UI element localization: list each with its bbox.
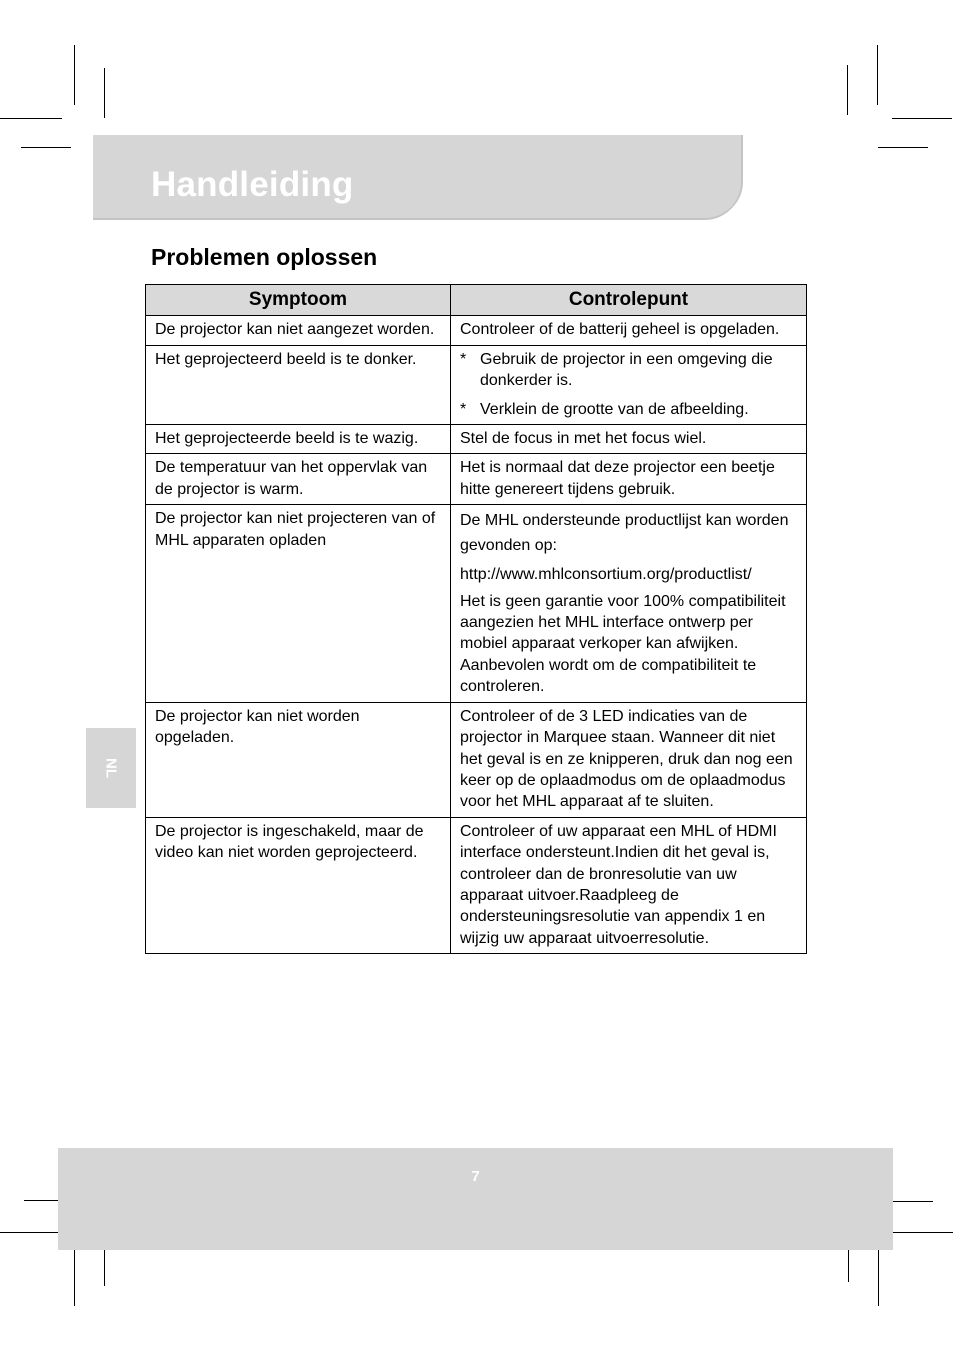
- table-row: [146, 817, 807, 953]
- crop-mark: [74, 1246, 75, 1306]
- table-header-row: [146, 285, 807, 316]
- crop-mark: [877, 45, 878, 105]
- column-header-symptom: Symptoom: [146, 285, 451, 316]
- checkpoint-text: De MHL ondersteunde productlijst kan worden gevonden op:: [460, 512, 789, 555]
- checkpoint-text: Het is geen garantie voor 100% compatibiliteit aangezien het MHL interface ontwerp per mobiel apparaat verkoper kan afwijken. Aanbevolen wordt om de compatibiliteit te controleren.: [460, 592, 786, 696]
- bullet-item: [460, 349, 797, 392]
- column-header-checkpoint: Controlepunt: [451, 285, 807, 316]
- symptom-cell: De temperatuur van het oppervlak van de projector is warm.: [146, 454, 451, 505]
- crop-mark: [74, 45, 75, 105]
- table-row: [146, 316, 807, 345]
- page-title: Handleiding: [151, 165, 354, 204]
- table-row: [146, 505, 807, 702]
- checkpoint-text: Stel de focus in met het focus wiel.: [460, 430, 707, 448]
- crop-mark: [0, 1232, 60, 1233]
- bullet-text: Verklein de grootte van de afbeelding.: [480, 400, 749, 418]
- checkpoint-cell: [451, 345, 807, 424]
- checkpoint-cell: [451, 425, 807, 454]
- crop-mark: [878, 147, 928, 148]
- checkpoint-cell: [451, 454, 807, 505]
- header-band: [93, 135, 741, 218]
- bullet-text: Gebruik de projector in een omgeving die donkerder is.: [480, 350, 773, 390]
- checkpoint-cell: [451, 505, 807, 702]
- crop-mark: [878, 1246, 879, 1306]
- symptom-cell: Het geprojecteerde beeld is te wazig.: [146, 425, 451, 454]
- crop-mark: [21, 147, 71, 148]
- crop-mark: [104, 68, 105, 118]
- language-label: NL: [102, 758, 120, 778]
- crop-mark: [847, 65, 848, 115]
- footer-band: [58, 1148, 893, 1250]
- checkpoint-cell: [451, 702, 807, 817]
- symptom-cell: De projector is ingeschakeld, maar de video kan niet worden geprojecteerd.: [146, 817, 451, 953]
- checkpoint-cell: [451, 817, 807, 953]
- page-number: 7: [471, 1168, 480, 1185]
- checkpoint-text: Controleer of uw apparaat een MHL of HDMI interface ondersteunt.Indien dit het geval is, controleer dan de bronresolutie van uw apparaat uitvoer.Raadpleeg de ondersteuningsresolutie van appendix 1 en wijzig uw apparaat uitvoerresolutie.: [460, 822, 777, 947]
- table-row: [146, 702, 807, 817]
- checkpoint-text: Controleer of de batterij geheel is opgeladen.: [460, 321, 780, 339]
- bullet-marker: *: [460, 350, 467, 368]
- bullet-marker: *: [460, 400, 467, 418]
- table-row: [146, 345, 807, 424]
- troubleshooting-table: [145, 284, 807, 954]
- checkpoint-text: Controleer of de 3 LED indicaties van de projector in Marquee staan. Wanneer dit niet het geval is en ze knipperen, druk dan nog een keer op de oplaadmodus om de oplaadmodus voor het MHL apparaat af te sluiten.: [460, 707, 793, 811]
- symptom-cell: Het geprojecteerd beeld is te donker.: [146, 345, 451, 424]
- bullet-item: [460, 399, 797, 420]
- symptom-cell: De projector kan niet worden opgeladen.: [146, 702, 451, 817]
- checkpoint-text: Het is normaal dat deze projector een beetje hitte genereert tijdens gebruik.: [460, 459, 775, 498]
- crop-mark: [0, 118, 62, 119]
- symptom-cell: De projector kan niet projecteren van of MHL apparaten opladen: [146, 505, 451, 702]
- section-title: Problemen oplossen: [151, 244, 378, 270]
- crop-mark: [892, 118, 952, 119]
- product-list-url: http://www.mhlconsortium.org/productlist/: [460, 566, 752, 584]
- crop-mark: [893, 1232, 953, 1233]
- table-row: [146, 454, 807, 505]
- table-row: [146, 425, 807, 454]
- symptom-cell: De projector kan niet aangezet worden.: [146, 316, 451, 345]
- checkpoint-cell: [451, 316, 807, 345]
- language-tab: [86, 728, 136, 808]
